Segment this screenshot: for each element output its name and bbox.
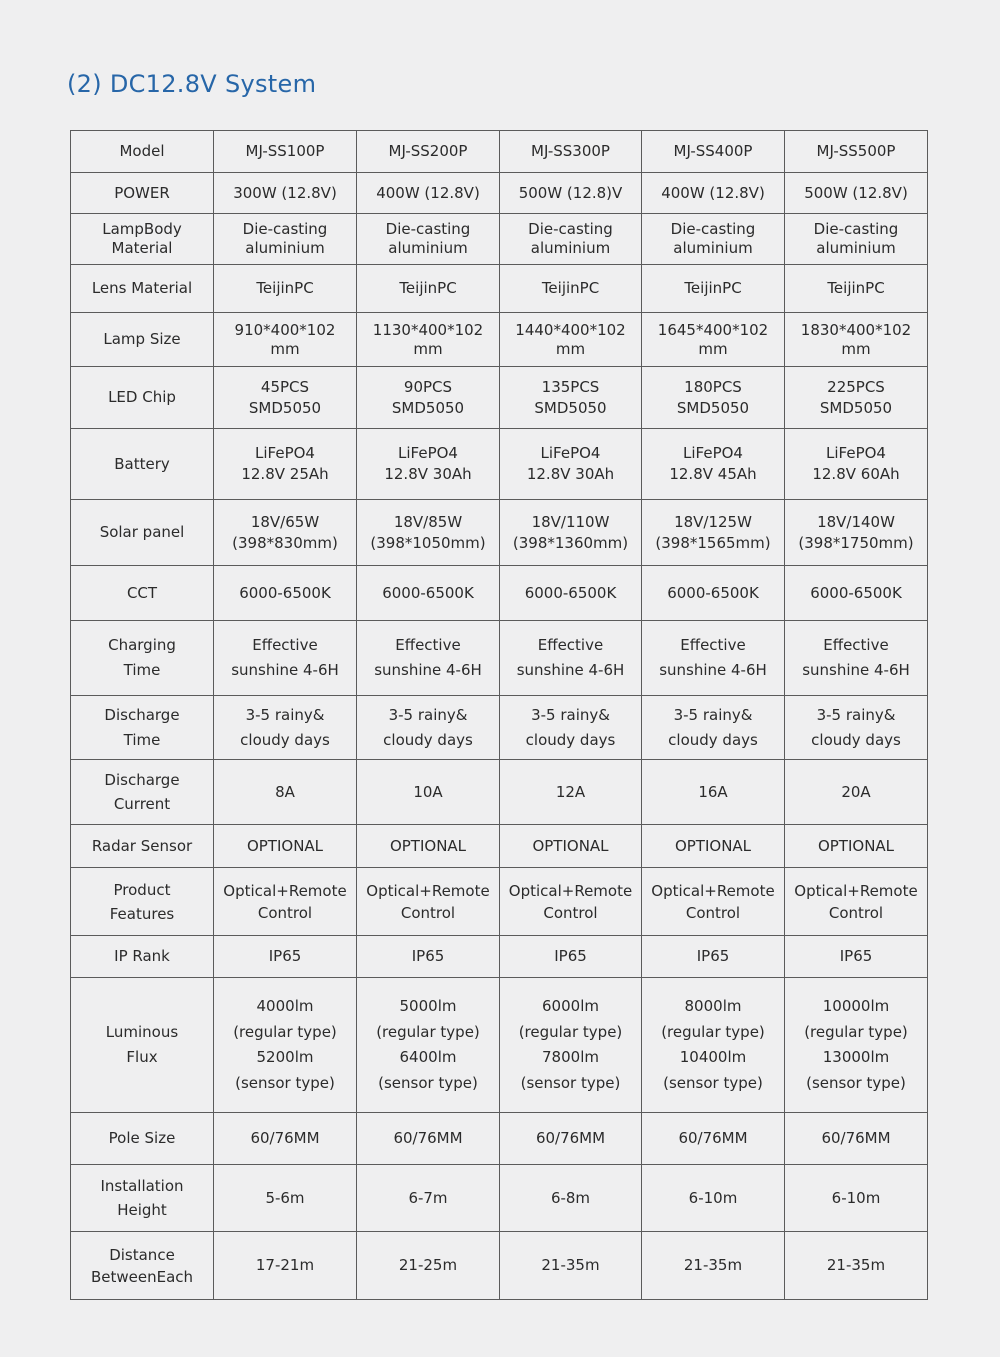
table-cell: IP65 <box>357 936 500 978</box>
row-charging-time <box>71 621 928 696</box>
row-label: Pole Size <box>71 1113 214 1165</box>
row-label: IP Rank <box>71 936 214 978</box>
row-label: Discharge Time <box>71 696 214 760</box>
table-cell: 21-35m <box>785 1232 928 1300</box>
table-cell: 500W (12.8V) <box>785 173 928 214</box>
table-cell: LiFePO4 12.8V 60Ah <box>785 429 928 500</box>
table-cell: IP65 <box>785 936 928 978</box>
row-lampbody-material <box>71 214 928 265</box>
row-luminous-flux <box>71 978 928 1113</box>
row-label: Lens Material <box>71 265 214 313</box>
table-cell: 6000-6500K <box>785 566 928 621</box>
table-cell: 4000lm (regular type) 5200lm (sensor type) <box>214 978 357 1113</box>
table-cell: 5-6m <box>214 1165 357 1232</box>
table-cell: 3-5 rainy& cloudy days <box>785 696 928 760</box>
table-cell: 60/76MM <box>214 1113 357 1165</box>
row-power <box>71 173 928 214</box>
table-cell: Optical+Remote Control <box>642 868 785 936</box>
table-cell: 18V/140W (398*1750mm) <box>785 500 928 566</box>
row-label: Distance BetweenEach <box>71 1232 214 1300</box>
table-cell: 10000lm (regular type) 13000lm (sensor type) <box>785 978 928 1113</box>
row-label: Installation Height <box>71 1165 214 1232</box>
table-cell: Die-casting aluminium <box>500 214 642 265</box>
table-cell: Die-casting aluminium <box>214 214 357 265</box>
table-cell: Optical+Remote Control <box>357 868 500 936</box>
row-label: Solar panel <box>71 500 214 566</box>
table-cell: OPTIONAL <box>785 825 928 868</box>
table-cell: 6000lm (regular type) 7800lm (sensor type) <box>500 978 642 1113</box>
table-cell: Die-casting aluminium <box>357 214 500 265</box>
row-battery <box>71 429 928 500</box>
table-cell: 400W (12.8V) <box>642 173 785 214</box>
table-cell: TeijinPC <box>500 265 642 313</box>
row-label: Product Features <box>71 868 214 936</box>
table-cell: 6-7m <box>357 1165 500 1232</box>
row-lens-material <box>71 265 928 313</box>
table-cell: 45PCS SMD5050 <box>214 367 357 429</box>
table-cell: Optical+Remote Control <box>785 868 928 936</box>
table-cell: LiFePO4 12.8V 25Ah <box>214 429 357 500</box>
table-cell: 18V/65W (398*830mm) <box>214 500 357 566</box>
table-cell: Effective sunshine 4-6H <box>785 621 928 696</box>
table-cell: Die-casting aluminium <box>785 214 928 265</box>
table-cell: 400W (12.8V) <box>357 173 500 214</box>
table-cell: TeijinPC <box>785 265 928 313</box>
table-cell: IP65 <box>642 936 785 978</box>
row-label: LampBody Material <box>71 214 214 265</box>
row-label: Luminous Flux <box>71 978 214 1113</box>
table-cell: MJ-SS500P <box>785 131 928 173</box>
table-cell: 3-5 rainy& cloudy days <box>214 696 357 760</box>
table-cell: 12A <box>500 760 642 825</box>
table-cell: MJ-SS200P <box>357 131 500 173</box>
table-cell: OPTIONAL <box>214 825 357 868</box>
row-distance-between-each <box>71 1232 928 1300</box>
table-cell: IP65 <box>500 936 642 978</box>
table-cell: 18V/85W (398*1050mm) <box>357 500 500 566</box>
row-radar-sensor <box>71 825 928 868</box>
table-cell: 60/76MM <box>785 1113 928 1165</box>
table-cell: MJ-SS300P <box>500 131 642 173</box>
row-lamp-size <box>71 313 928 367</box>
row-label: LED Chip <box>71 367 214 429</box>
table-cell: 6000-6500K <box>500 566 642 621</box>
table-cell: 60/76MM <box>642 1113 785 1165</box>
table-cell: 300W (12.8V) <box>214 173 357 214</box>
row-solar-panel <box>71 500 928 566</box>
table-cell: 6-10m <box>642 1165 785 1232</box>
table-cell: 90PCS SMD5050 <box>357 367 500 429</box>
table-cell: 1440*400*102 mm <box>500 313 642 367</box>
table-cell: Effective sunshine 4-6H <box>357 621 500 696</box>
table-cell: Optical+Remote Control <box>500 868 642 936</box>
row-led-chip <box>71 367 928 429</box>
table-cell: Effective sunshine 4-6H <box>642 621 785 696</box>
table-cell: 18V/125W (398*1565mm) <box>642 500 785 566</box>
table-cell: Optical+Remote Control <box>214 868 357 936</box>
table-cell: OPTIONAL <box>642 825 785 868</box>
table-cell: Effective sunshine 4-6H <box>214 621 357 696</box>
table-cell: 18V/110W (398*1360mm) <box>500 500 642 566</box>
table-cell: 17-21m <box>214 1232 357 1300</box>
table-cell: Die-casting aluminium <box>642 214 785 265</box>
row-discharge-time <box>71 696 928 760</box>
table-cell: 180PCS SMD5050 <box>642 367 785 429</box>
row-label: CCT <box>71 566 214 621</box>
table-cell: LiFePO4 12.8V 45Ah <box>642 429 785 500</box>
table-cell: 1830*400*102 mm <box>785 313 928 367</box>
row-label: Discharge Current <box>71 760 214 825</box>
row-label: Charging Time <box>71 621 214 696</box>
table-cell: IP65 <box>214 936 357 978</box>
row-product-features <box>71 868 928 936</box>
table-cell: 16A <box>642 760 785 825</box>
table-cell: TeijinPC <box>214 265 357 313</box>
table-cell: TeijinPC <box>357 265 500 313</box>
table-cell: 6000-6500K <box>642 566 785 621</box>
table-cell: 5000lm (regular type) 6400lm (sensor type) <box>357 978 500 1113</box>
table-cell: 10A <box>357 760 500 825</box>
row-label: Radar Sensor <box>71 825 214 868</box>
table-cell: 60/76MM <box>500 1113 642 1165</box>
row-model <box>71 131 928 173</box>
table-cell: 21-35m <box>642 1232 785 1300</box>
table-cell: 1130*400*102 mm <box>357 313 500 367</box>
row-label: Battery <box>71 429 214 500</box>
table-cell: 8000lm (regular type) 10400lm (sensor type) <box>642 978 785 1113</box>
table-cell: 1645*400*102 mm <box>642 313 785 367</box>
spec-table <box>70 130 928 1300</box>
table-cell: 6000-6500K <box>214 566 357 621</box>
row-pole-size <box>71 1113 928 1165</box>
table-cell: 3-5 rainy& cloudy days <box>642 696 785 760</box>
table-cell: OPTIONAL <box>500 825 642 868</box>
row-discharge-current <box>71 760 928 825</box>
table-cell: MJ-SS100P <box>214 131 357 173</box>
page-title: (2) DC12.8V System <box>67 70 317 98</box>
table-cell: LiFePO4 12.8V 30Ah <box>500 429 642 500</box>
table-cell: 3-5 rainy& cloudy days <box>357 696 500 760</box>
table-cell: LiFePO4 12.8V 30Ah <box>357 429 500 500</box>
table-cell: 6-10m <box>785 1165 928 1232</box>
row-label: Lamp Size <box>71 313 214 367</box>
table-cell: 21-35m <box>500 1232 642 1300</box>
table-cell: TeijinPC <box>642 265 785 313</box>
table-cell: 225PCS SMD5050 <box>785 367 928 429</box>
table-cell: 6-8m <box>500 1165 642 1232</box>
table-cell: 60/76MM <box>357 1113 500 1165</box>
row-cct <box>71 566 928 621</box>
table-cell: OPTIONAL <box>357 825 500 868</box>
table-cell: 500W (12.8)V <box>500 173 642 214</box>
row-ip-rank <box>71 936 928 978</box>
table-cell: 6000-6500K <box>357 566 500 621</box>
table-cell: 21-25m <box>357 1232 500 1300</box>
table-cell: 3-5 rainy& cloudy days <box>500 696 642 760</box>
row-label: Model <box>71 131 214 173</box>
table-cell: 20A <box>785 760 928 825</box>
row-label: POWER <box>71 173 214 214</box>
table-cell: MJ-SS400P <box>642 131 785 173</box>
table-cell: 135PCS SMD5050 <box>500 367 642 429</box>
table-cell: 910*400*102 mm <box>214 313 357 367</box>
table-cell: Effective sunshine 4-6H <box>500 621 642 696</box>
table-cell: 8A <box>214 760 357 825</box>
row-installation-height <box>71 1165 928 1232</box>
